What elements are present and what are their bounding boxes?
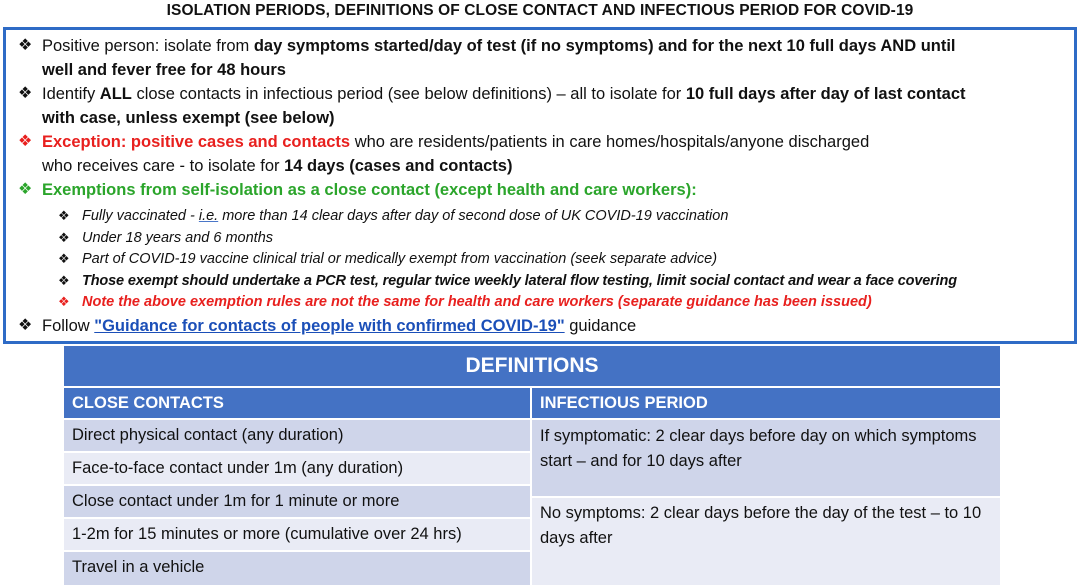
exemptions-heading: Exemptions from self-isolation as a close contact (except health and care workers): <box>42 181 697 199</box>
bullet-icon: ❖ <box>18 317 33 334</box>
close-contacts-header: CLOSE CONTACTS <box>64 388 530 418</box>
close-contact-row: Direct physical contact (any duration) <box>64 420 530 451</box>
close-contact-row: 1-2m for 15 minutes or more (cumulative over 24 hrs) <box>64 519 530 550</box>
exception-label: Exception: positive cases and contacts <box>42 133 351 151</box>
exemption-clinical-trial: Part of COVID-19 vaccine clinical trial or medically exempt from vaccination (seek separate advice) <box>82 251 718 267</box>
rule-text: Follow <box>42 317 95 335</box>
close-contact-row: Face-to-face contact under 1m (any duration) <box>64 453 530 484</box>
rule-bold-text: 10 full days after day of last contact <box>685 85 966 103</box>
exemption-hcw-note: Note the above exemption rules are not the same for health and care workers (separate guidance has been issued) <box>82 294 872 310</box>
exemption-fully-vaccinated <box>82 206 728 226</box>
guidance-link[interactable]: "Guidance for contacts of people with confirmed COVID-19" <box>94 317 565 335</box>
rule-text: close contacts in infectious period (see below definitions) – all to isolate for <box>131 85 686 103</box>
exemption-pcr-note: Those exempt should undertake a PCR test, regular twice weekly lateral flow testing, limit social contact and wear a face covering <box>82 273 957 289</box>
rule-bold-text: with case, unless exempt (see below) <box>42 109 335 127</box>
rule-text: who are residents/patients in care homes/hospitals/anyone discharged <box>350 133 870 151</box>
definitions-heading: DEFINITIONS <box>64 346 1000 386</box>
bullet-icon: ❖ <box>18 85 33 102</box>
rule-identify-contacts-cont <box>42 107 335 129</box>
bullet-icon: ❖ <box>18 37 33 54</box>
exemption-under-18: Under 18 years and 6 months <box>82 230 274 246</box>
rule-follow-guidance <box>42 315 636 337</box>
rule-bold-text: ALL <box>99 85 132 103</box>
rule-text: Identify <box>42 85 100 103</box>
page-title: ISOLATION PERIODS, DEFINITIONS OF CLOSE CONTACT AND INFECTIOUS PERIOD FOR COVID-19 <box>166 2 914 19</box>
exemption-text: more than 14 clear days after day of second dose of UK COVID-19 vaccination <box>218 208 729 224</box>
rule-exemptions <box>42 179 697 201</box>
sub-bullet-icon: ❖ <box>58 230 70 245</box>
exemption-text: i.e. <box>198 208 219 224</box>
infectious-period-header: INFECTIOUS PERIOD <box>532 388 1000 418</box>
isolation-rules-box <box>3 27 1077 344</box>
sub-bullet-icon: ❖ <box>58 273 70 288</box>
sub-bullet-icon: ❖ <box>58 294 70 309</box>
rule-positive-person-cont <box>42 59 286 81</box>
rule-bold-text: 14 days (cases and contacts) <box>284 157 513 175</box>
close-contact-row: Travel in a vehicle <box>64 552 530 585</box>
rule-identify-contacts <box>42 83 966 105</box>
exemption-text: Fully vaccinated - <box>82 208 199 224</box>
close-contact-row: Close contact under 1m for 1 minute or more <box>64 486 530 517</box>
sub-bullet-icon: ❖ <box>58 208 70 223</box>
bullet-icon: ❖ <box>18 181 33 198</box>
sub-bullet-icon: ❖ <box>58 251 70 266</box>
rule-text: guidance <box>564 317 637 335</box>
rule-bold-text: day symptoms started/day of test (if no symptoms) and for the next 10 full days AND until <box>253 37 956 55</box>
rule-bold-text: well and fever free for 48 hours <box>42 61 286 79</box>
bullet-icon: ❖ <box>18 133 33 150</box>
rule-exception-cont <box>42 155 512 177</box>
rule-text: Positive person: isolate from <box>42 37 254 55</box>
infectious-period-no-symptoms: No symptoms: 2 clear days before the day of the test – to 10 days after <box>532 498 1000 585</box>
rule-text: who receives care - to isolate for <box>42 157 285 175</box>
infectious-period-symptomatic: If symptomatic: 2 clear days before day on which symptoms start – and for 10 days after <box>532 420 1000 496</box>
rule-exception <box>42 131 869 153</box>
rule-positive-person <box>42 35 956 57</box>
